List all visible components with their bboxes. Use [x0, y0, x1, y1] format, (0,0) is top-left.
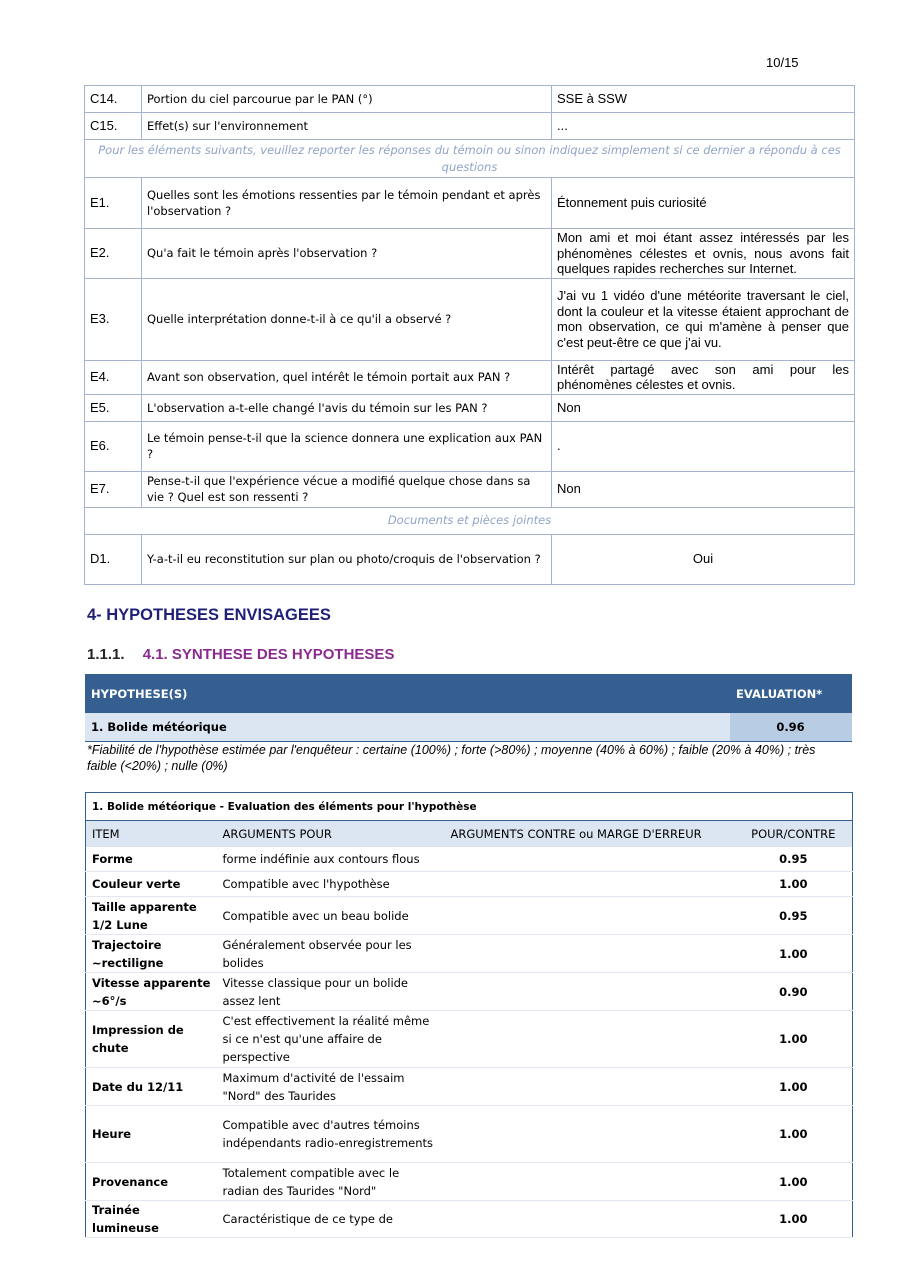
evaluation-contre — [445, 872, 735, 897]
evaluation-score: 1.00 — [735, 1068, 853, 1106]
evaluation-item: Heure — [86, 1106, 217, 1163]
question-answer: ... — [552, 113, 855, 140]
evaluation-item: Trainée lumineuse — [86, 1201, 217, 1238]
question-answer: Mon ami et moi étant assez intéressés par les phénomènes célestes et ovnis, nous avons fait quelques rapides recherches sur Internet. — [552, 229, 855, 279]
question-code: E7. — [85, 471, 142, 507]
evaluation-contre — [445, 1163, 735, 1201]
evaluation-row — [86, 1106, 853, 1163]
evaluation-contre — [445, 1201, 735, 1238]
question-text: Pense-t-il que l'expérience vécue a modifié quelque chose dans sa vie ? Quel est son ressenti ? — [142, 471, 552, 507]
question-text: Le témoin pense-t-il que la science donnera une explication aux PAN ? — [142, 421, 552, 471]
questionnaire-row — [85, 394, 855, 421]
question-text: Qu'a fait le témoin après l'observation ? — [142, 229, 552, 279]
evaluation-pour: Compatible avec d'autres témoins indépendants radio-enregistrements — [217, 1106, 445, 1163]
hypothesis-score: 0.96 — [730, 713, 852, 741]
questionnaire-row — [85, 178, 855, 229]
evaluation-header: EVALUATION* — [730, 674, 852, 713]
col-score-header: POUR/CONTRE — [735, 821, 853, 847]
evaluation-pour: Caractéristique de ce type de — [217, 1201, 445, 1238]
evaluation-score: 0.95 — [735, 897, 853, 935]
questionnaire-row — [85, 360, 855, 394]
questionnaire-table — [84, 85, 855, 585]
evaluation-item: Trajectoire ~rectiligne — [86, 935, 217, 973]
evaluation-pour: Vitesse classique pour un bolide assez lent — [217, 973, 445, 1011]
questionnaire-row — [85, 471, 855, 507]
question-text: Effet(s) sur l'environnement — [142, 113, 552, 140]
evaluation-item: Forme — [86, 847, 217, 872]
subsection-number: 1.1.1. — [87, 646, 125, 663]
evaluation-row — [86, 1011, 853, 1068]
evaluation-pour: Compatible avec l'hypothèse — [217, 872, 445, 897]
evaluation-row — [86, 897, 853, 935]
questionnaire-row — [85, 278, 855, 360]
evaluation-score: 0.95 — [735, 847, 853, 872]
evaluation-row — [86, 935, 853, 973]
reliability-note: *Fiabilité de l'hypothèse estimée par l'enquêteur : certaine (100%) ; forte (>80%) ; moyenne (40% à 60%) ; faible (20% à 40%) ; très faible (<20%) ; nulle (0%) — [87, 743, 816, 773]
evaluation-contre — [445, 1068, 735, 1106]
question-answer: Non — [552, 471, 855, 507]
evaluation-title: 1. Bolide météorique - Evaluation des éléments pour l'hypothèse — [86, 793, 853, 821]
questionnaire-note: Documents et pièces jointes — [85, 507, 855, 534]
evaluation-row — [86, 1201, 853, 1238]
question-text: L'observation a-t-elle changé l'avis du témoin sur les PAN ? — [142, 394, 552, 421]
evaluation-pour: Maximum d'activité de l'essaim "Nord" des Taurides — [217, 1068, 445, 1106]
question-text: Avant son observation, quel intérêt le témoin portait aux PAN ? — [142, 360, 552, 394]
evaluation-score: 1.00 — [735, 1163, 853, 1201]
evaluation-item: Provenance — [86, 1163, 217, 1201]
question-text: Y-a-t-il eu reconstitution sur plan ou photo/croquis de l'observation ? — [142, 534, 552, 584]
hypothesis-row — [85, 713, 852, 741]
evaluation-contre — [445, 1011, 735, 1068]
questionnaire-row — [85, 421, 855, 471]
evaluation-row — [86, 847, 853, 872]
questionnaire-row — [85, 534, 855, 584]
question-answer: Non — [552, 394, 855, 421]
evaluation-item: Taille apparente 1/2 Lune — [86, 897, 217, 935]
questionnaire-note-row — [85, 140, 855, 178]
question-code: E5. — [85, 394, 142, 421]
subsection-text: 4.1. SYNTHESE DES HYPOTHESES — [142, 646, 395, 663]
questionnaire-row — [85, 229, 855, 279]
evaluation-contre — [445, 973, 735, 1011]
evaluation-row — [86, 1163, 853, 1201]
evaluation-score: 1.00 — [735, 1201, 853, 1238]
evaluation-row — [86, 973, 853, 1011]
questionnaire-row — [85, 86, 855, 113]
question-code: E3. — [85, 278, 142, 360]
evaluation-column-headers — [86, 821, 853, 847]
evaluation-item: Couleur verte — [86, 872, 217, 897]
question-answer: Oui — [552, 534, 855, 584]
hypotheses-table — [85, 674, 852, 742]
question-answer: SSE à SSW — [552, 86, 855, 113]
question-code: E2. — [85, 229, 142, 279]
evaluation-score: 1.00 — [735, 935, 853, 973]
evaluation-pour: Compatible avec un beau bolide — [217, 897, 445, 935]
page-number: 10/15 — [766, 55, 799, 70]
evaluation-pour: C'est effectivement la réalité même si ce n'est qu'une affaire de perspective — [217, 1011, 445, 1068]
evaluation-score: 1.00 — [735, 1011, 853, 1068]
col-pour-header: ARGUMENTS POUR — [217, 821, 445, 847]
question-answer: J'ai vu 1 vidéo d'une météorite traversant le ciel, dont la couleur et la vitesse étaient approchant de mon observation, ce qui m'amène à penser que c'est peut-être ce que j'ai vu. — [552, 278, 855, 360]
evaluation-score: 1.00 — [735, 872, 853, 897]
question-answer: Étonnement puis curiosité — [552, 178, 855, 229]
question-code: D1. — [85, 534, 142, 584]
questionnaire-row — [85, 113, 855, 140]
hypothesis-header: HYPOTHESE(S) — [85, 674, 730, 713]
evaluation-item: Impression de chute — [86, 1011, 217, 1068]
evaluation-row — [86, 1068, 853, 1106]
evaluation-score: 1.00 — [735, 1106, 853, 1163]
evaluation-pour: Généralement observée pour les bolides — [217, 935, 445, 973]
evaluation-row — [86, 872, 853, 897]
question-text: Quelles sont les émotions ressenties par le témoin pendant et après l'observation ? — [142, 178, 552, 229]
question-code: E1. — [85, 178, 142, 229]
subsection-title — [87, 646, 394, 663]
question-code: C15. — [85, 113, 142, 140]
evaluation-pour: forme indéfinie aux contours flous — [217, 847, 445, 872]
question-code: E4. — [85, 360, 142, 394]
questionnaire-note: Pour les éléments suivants, veuillez reporter les réponses du témoin ou sinon indiquez simplement si ce dernier a répondu à ces questions — [85, 140, 855, 178]
evaluation-item: Date du 12/11 — [86, 1068, 217, 1106]
question-text: Quelle interprétation donne-t-il à ce qu'il a observé ? — [142, 278, 552, 360]
evaluation-contre — [445, 935, 735, 973]
evaluation-pour: Totalement compatible avec le radian des Taurides "Nord" — [217, 1163, 445, 1201]
question-answer: Intérêt partagé avec son ami pour les phénomènes célestes et ovnis. — [552, 360, 855, 394]
evaluation-contre — [445, 1106, 735, 1163]
evaluation-contre — [445, 897, 735, 935]
questionnaire-note-row — [85, 507, 855, 534]
evaluation-item: Vitesse apparente ~6°/s — [86, 973, 217, 1011]
evaluation-title-row — [86, 793, 853, 821]
question-answer: . — [552, 421, 855, 471]
hypothesis-name: 1. Bolide météorique — [85, 713, 730, 741]
section-title: 4- HYPOTHESES ENVISAGEES — [87, 606, 331, 624]
question-text: Portion du ciel parcourue par le PAN (°) — [142, 86, 552, 113]
question-code: E6. — [85, 421, 142, 471]
evaluation-score: 0.90 — [735, 973, 853, 1011]
evaluation-table — [85, 792, 853, 1238]
col-contre-header: ARGUMENTS CONTRE ou MARGE D'ERREUR — [445, 821, 735, 847]
question-code: C14. — [85, 86, 142, 113]
col-item-header: ITEM — [86, 821, 217, 847]
evaluation-contre — [445, 847, 735, 872]
